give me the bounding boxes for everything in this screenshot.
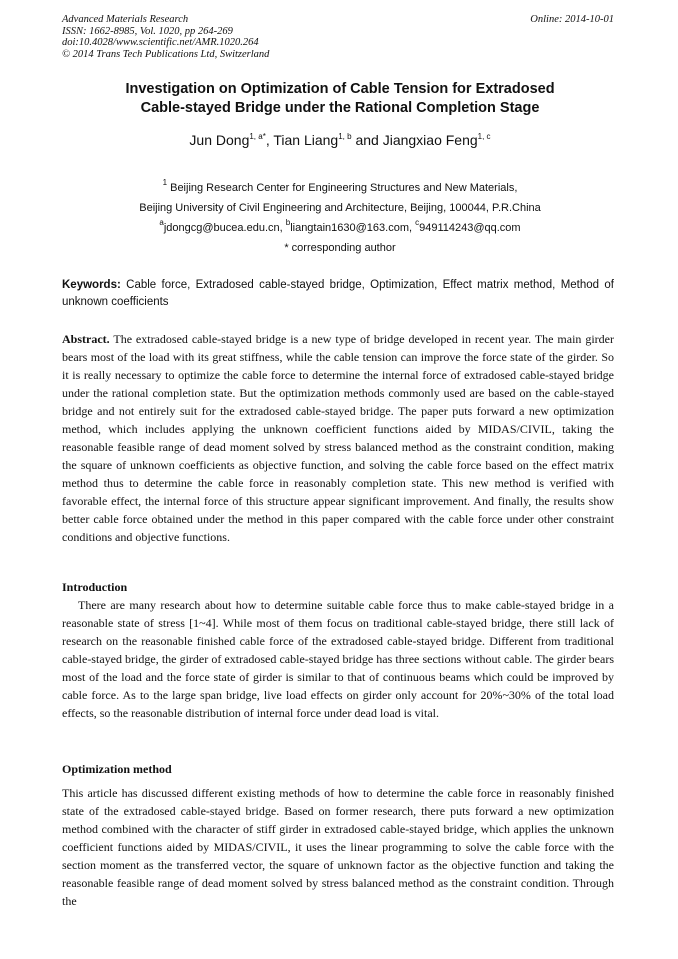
email-list xyxy=(62,218,618,238)
journal-header xyxy=(62,14,618,60)
email-a-sup: a xyxy=(159,218,164,227)
introduction-heading: Introduction xyxy=(62,580,128,594)
issn-line: ISSN: 1662-8985, Vol. 1020, pp 264-269 xyxy=(62,25,233,37)
abstract xyxy=(62,330,614,546)
keywords-text: Cable force, Extradosed cable-stayed bridge, Optimization, Effect matrix method, Method of unknown coefficients xyxy=(62,279,614,308)
email-c-sup: c xyxy=(415,218,420,227)
corresponding-author-note: * corresponding author xyxy=(284,242,396,254)
email-b-sup: b xyxy=(285,218,291,227)
affiliation xyxy=(62,178,618,218)
abstract-text: The extradosed cable-stayed bridge is a new type of bridge developed in recent year. The main girder bears most of the load with its great stiffness, while the cable tension can improve the force state of the girder. So it is really necessary to optimize the cable force to determine the internal force of extradosed cable-stayed bridge under the rational completion state. But the optimization methods commonly used are based on the cable-stayed bridge and not entirely suit for the extradosed cable-stayed bridge. The paper puts forward a new optimization method, which includes applying the unknown coefficient functions aided by MIDAS/CIVIL, taking the reasonable feasible range of dead moment solved by stress balanced method as the constraint condition, making the square of unknown coefficients as objective function, and solving the cable force based on the effect matrix method thus to determine the cable force in reasonably completion state. This new method is verified with favorable effect, the internal force of this structure appear significant improvement. And finally, the results show better cable force obtained under the method in this paper compared with the cable force under other constraint conditions and objective functions. xyxy=(62,332,614,544)
email-c-link[interactable]: 949114243@qq.com xyxy=(419,222,521,234)
copyright-line: © 2014 Trans Tech Publications Ltd, Switzerland xyxy=(62,48,270,60)
affiliation-line-2: Beijing University of Civil Engineering and Architecture, Beijing, 100044, P.R.China xyxy=(139,202,541,214)
abstract-label: Abstract. xyxy=(62,332,110,346)
optimization-body: This article has discussed different existing methods of how to determine the cable force in reasonably finished state of the extradosed cable-stayed bridge. Based on former research, there puts forward a new optimization method combined with the character of stiff girder in extradosed cable-stayed bridge, which applies the unknown coefficient functions aided by MIDAS/CIVIL, it uses the linear programming to solve the cable force with the section moment as the transferred vector, the square of unknown factor as the objective function and taking the reasonable feasible range of dead moment solved by stress balanced method as the constraint condition. Through the xyxy=(62,786,614,908)
author-list xyxy=(62,131,618,149)
journal-name: Advanced Materials Research xyxy=(62,14,189,25)
author-separator: , xyxy=(265,132,274,148)
title-line-1: Investigation on Optimization of Cable Tension for Extradosed xyxy=(125,81,555,97)
affiliation-sup: 1 xyxy=(162,178,168,187)
keywords-label: Keywords: xyxy=(62,279,121,291)
doi-line: doi:10.4028/www.scientific.net/AMR.1020.264 xyxy=(62,37,259,48)
introduction-body: There are many research about how to determine suitable cable force thus to make cable-stayed bridge in a reasonable state of stress [1~4]. While most of them focus on traditional cable-stayed bridge, there still lack of research on the reasonable finished cable force of the extradosed cable-stayed bridge. Different from traditional cable-stayed bridge, the girder of extradosed cable-stayed bridge has three sections without cable. The girder bears most of the load and the force state of girder is similar to that of continuous beams which could be improved by cable force. As to the large span bridge, live load effects on girder only account for 20%~30% of the total load effects, so the reasonable distribution of internal force under dead load is vital. xyxy=(62,598,614,720)
paper-title xyxy=(62,80,618,118)
author-separator: and xyxy=(351,132,383,148)
author-3-name: Jiangxiao Feng xyxy=(382,132,478,148)
optimization-heading: Optimization method xyxy=(62,762,172,776)
affiliation-line-1 xyxy=(62,178,618,198)
email-a-link[interactable]: jdongcg@bucea.edu.cn, xyxy=(163,222,286,234)
email-b-link[interactable]: liangtain1630@163.com, xyxy=(290,222,416,234)
author-3-sup: 1, c xyxy=(477,132,491,141)
title-line-2: Cable-stayed Bridge under the Rational Completion Stage xyxy=(140,100,540,116)
keywords xyxy=(62,277,614,311)
online-date: Online: 2014-10-01 xyxy=(530,14,614,25)
author-1-sup: 1, a* xyxy=(249,132,266,141)
author-1-name: Jun Dong xyxy=(189,132,250,148)
affiliation-text-1: Beijing Research Center for Engineering Structures and New Materials, xyxy=(167,182,518,194)
author-2-name: Tian Liang xyxy=(273,132,339,148)
author-2-sup: 1, b xyxy=(338,132,352,141)
